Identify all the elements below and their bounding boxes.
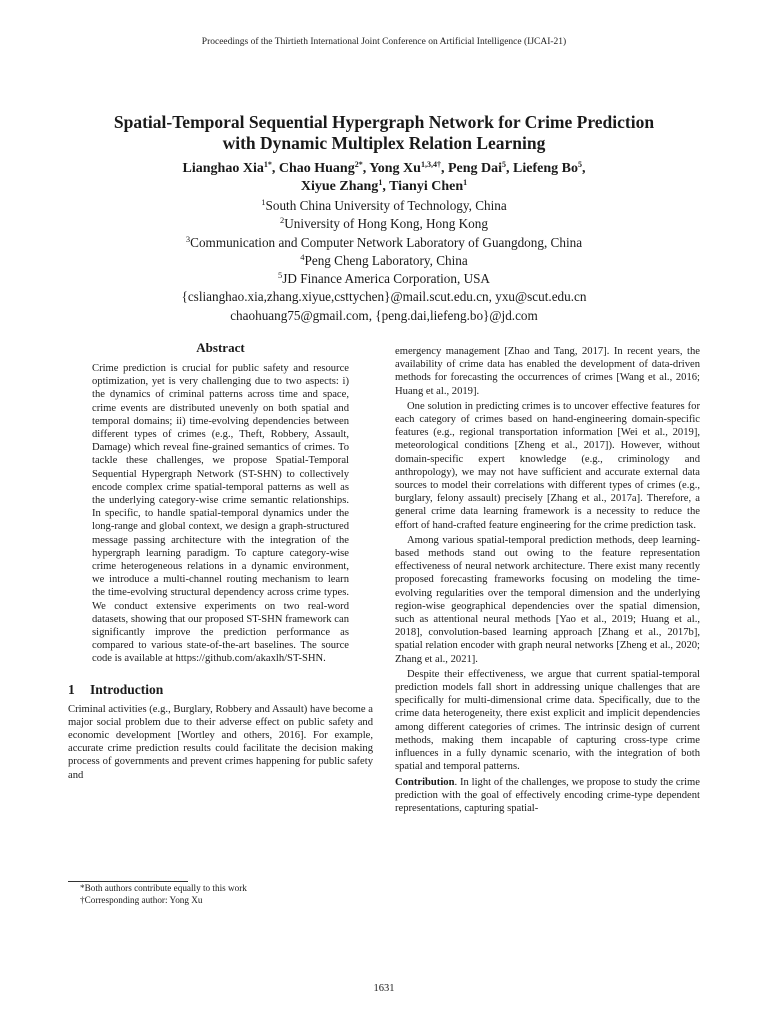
- intro-paragraph-2: One solution in predicting crimes is to uncover effective features for each category of crimes based on hand-engineering domain-specific features (e.g., regional transportation information [Wei et al., 2019], meteorological conditions [Zheng et al., 2017]). However, without domain-specific expert knowledge (e.g., criminology and anthropology), we may not have sufficient and accurate external data sources to model their correlations with different types of crimes (e.g., burglary, felony assault) precisely [Zhang et al., 2017a]. Therefore, a general crime data learning framework is a necessity to reduce the effort of hand-crafted feature engineering for the crime prediction task.: [395, 400, 700, 531]
- affiliation-line: $^5$JD Finance America Corporation, USA: [278, 270, 490, 287]
- left-column: [68, 340, 373, 782]
- affiliations: [60, 197, 708, 325]
- author-sup: 1: [378, 178, 383, 187]
- intro-paragraph-1: Criminal activities (e.g., Burglary, Robbery and Assault) have become a major social problem due to their adverse effect on public safety and economic development [Wortley and others, 2016]. For example, accurate crime prediction results could facilitate the decision making process of governments and prevent crimes happening for public safety and: [68, 703, 373, 781]
- affiliation-line: $^4$Peng Cheng Laboratory, China: [300, 251, 468, 268]
- email-line-1: {cslianghao.xia,zhang.xiyue,csttychen}@mail.scut.edu.cn, yxu@scut.edu.cn: [181, 289, 587, 305]
- intro-paragraph-4: Despite their effectiveness, we argue that current spatial-temporal prediction models fall short in addressing unique challenges that are specifically for multi-dimensional crime data. Specifically, due to the crime data heterogeneity, there exist explicit and implicit dependencies among different categories of crimes. The intrinsic design of current methods, making them incapable of capturing cross-type crime influences in a fully dynamic scenario, with the integration of both spatial and temporal patterns.: [395, 668, 700, 773]
- proceedings-header: Proceedings of the Thirtieth International Joint Conference on Artificial Intelligence (IJCAI-21): [201, 37, 567, 47]
- section-title: Introduction: [90, 681, 164, 697]
- author-sup: 5: [502, 160, 506, 169]
- contribution-paragraph: [395, 776, 700, 816]
- author-name: Yong Xu: [369, 161, 421, 176]
- author-list: [60, 160, 708, 196]
- authors-line-1: Lianghao Xia$^{1*}$, Chao Huang$^{2*}$, Yong $Xu^{1,3,4\dagger}$, Peng Dai$^5$, Liefeng Bo$^5$,: [182, 160, 586, 176]
- author-sup: 1*: [263, 160, 272, 169]
- affiliation-line: $^3$Communication and Computer Network Laboratory of Guangdong, China: [185, 233, 583, 250]
- abstract-text: Crime prediction is crucial for public safety and resource optimization, yet is very challenging due to two aspects: i) the dynamics of criminal patterns across time and space, crime events are distributed unevenly on both spatial and temporal domains; ii) time-evolving dependencies between different types of crimes (e.g., Theft, Robbery, Assault, Damage) which reveal fine-grained semantics of crimes. To tackle these challenges, we propose Spatial-Temporal Sequential Hypergraph Network (ST-SHN) to collectively encode complex crime spatial-temporal patterns as well as the underlying category-wise crime semantic relationships. In specific, to handle spatial-temporal dynamics under the long-range and global context, we design a graph-structured message passing architecture with the integration of the hypergraph learning paradigm. To capture category-wise crime heterogeneous relations in a dynamic environment, we introduce a multi-channel routing mechanism to learn the time-evolving structural dependency across crime types. We conduct extensive experiments on two real-word datasets, showing that our proposed ST-SHN framework can significantly improve the prediction performance as compared to various state-of-the-art baselines. The source code is available at https://github.com/akaxlh/ST-SHN.: [92, 363, 349, 665]
- footnote-divider: [68, 881, 188, 882]
- affiliation-line: $^1$South China University of Technology, China: [261, 197, 507, 213]
- title-line-2: with Dynamic Multiplex Relation Learning: [222, 133, 546, 153]
- section-number: 1: [68, 681, 75, 697]
- footnote-corresponding-author: †Corresponding author: Yong Xu: [80, 894, 203, 905]
- author-name: Liefeng Bo: [513, 161, 578, 176]
- section-heading-introduction: [68, 682, 373, 698]
- title-line-1: Spatial-Temporal Sequential Hypergraph Network for Crime Prediction: [113, 112, 655, 132]
- intro-paragraph-3: Among various spatial-temporal prediction methods, deep learning-based methods stand out owing to the feature representation effectiveness of neural network architecture. There exist many recently proposed forecasting frameworks focusing on modeling the time-evolving regularities over the temporal dimension and the underlying region-wise geographical dependencies over the spatial dimension, such as attentional neural methods [Yao et al., 2019; Huang et al., 2018], convolution-based learning approach [Zhang et al., 2017b], spatial relation encoder with graph neural networks [Zheng et al., 2020; Zhang et al., 2021].: [395, 534, 700, 665]
- author-name: Lianghao Xia: [182, 161, 264, 176]
- contribution-label: Contribution: [395, 776, 455, 788]
- footnotes: [80, 883, 370, 906]
- author-name: Peng Dai: [447, 161, 502, 176]
- footnote-equal-contribution: *Both authors contribute equally to this work: [80, 883, 247, 893]
- author-sup: 1: [463, 178, 468, 187]
- author-name: Tianyi Chen: [389, 179, 464, 194]
- author-sup: 5: [577, 160, 582, 169]
- authors-line-2: Xiyue Zhang$^1$, Tianyi Chen$^1$: [300, 178, 468, 194]
- right-column: [395, 345, 700, 817]
- contribution-text: . In light of the challenges, we propose to study the crime prediction with the goal of effectively encoding crime-type dependent representations, capturing spatial-: [395, 776, 700, 814]
- intro-paragraph-continued: emergency management [Zhao and Tang, 2017]. In recent years, the availability of crime data has enabled the development of data-driven methods for forecasting the occurrences of crimes [Wang et al., 2016; Huang et al., 2019].: [395, 346, 700, 397]
- page-number: 1631: [373, 983, 395, 994]
- email-line-2: chaohuang75@gmail.com, {peng.dai,liefeng.bo}@jd.com: [230, 307, 538, 323]
- author-sup: 2*: [354, 160, 363, 169]
- affiliation-line: $^2$University of Hong Kong, Hong Kong: [280, 215, 488, 232]
- author-name: Chao Huang: [278, 161, 355, 176]
- author-name: Xiyue Zhang: [300, 179, 379, 194]
- abstract-heading: Abstract: [196, 340, 245, 355]
- author-sup: 1,3,4†: [420, 160, 441, 169]
- paper-title: [60, 112, 708, 154]
